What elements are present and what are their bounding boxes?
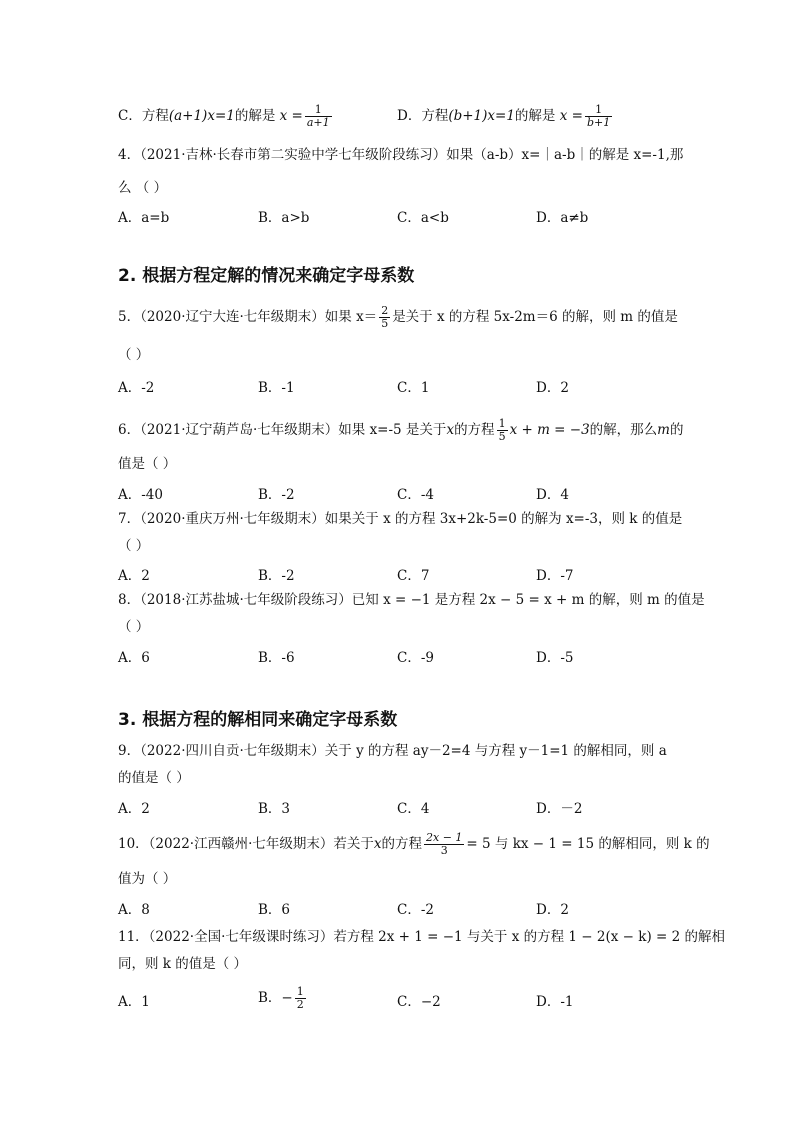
q10-option-c[interactable]: C．-2 (397, 902, 434, 918)
q11-option-a[interactable]: A．1 (118, 994, 150, 1010)
q11-option-c[interactable]: C．−2 (397, 994, 441, 1010)
q10-fraction (424, 832, 464, 857)
q11-options (118, 986, 678, 1016)
q5-stem (118, 305, 678, 330)
q5-options (118, 376, 678, 396)
q6-var-m: m (657, 422, 670, 438)
q7-option-a[interactable]: A．2 (118, 568, 150, 584)
q11-option-b-prefix: B．− (258, 990, 293, 1006)
q5-stem-cont: （ ） (118, 347, 150, 363)
q7-options (118, 564, 678, 584)
q9-option-c[interactable]: C．4 (397, 801, 430, 817)
q9-option-d[interactable]: D．－2 (536, 801, 583, 817)
q3-d-num: 1 (585, 104, 612, 117)
q6-text-before: 6．（2021·辽宁葫芦岛·七年级期末）如果 x=-5 是关于 (118, 422, 447, 438)
q5-option-d[interactable]: D．2 (536, 380, 569, 396)
q8-option-b[interactable]: B．-6 (258, 650, 295, 666)
q10-num: 2x − 1 (426, 831, 463, 844)
q8-stem-cont: （ ） (118, 619, 150, 635)
q4-options (118, 206, 678, 226)
q10-text-after: = 5 与 kx − 1 = 15 的解相同，则 k 的 (466, 836, 710, 852)
q9-stem-cont: 的值是（ ） (118, 770, 190, 786)
q10-stem (118, 832, 710, 857)
q7-option-d[interactable]: D．-7 (536, 568, 574, 584)
q3-d-text: 的解是 (514, 108, 556, 124)
q6-equation-tail: x + m = −3 (509, 422, 590, 438)
q6-text-mid: 的方程 (454, 422, 495, 438)
q5-text-after: 是关于 x 的方程 5x-2m＝6 的解，则 m 的值是 (392, 309, 678, 325)
q3-option-d (397, 104, 614, 129)
q7-stem-cont: （ ） (118, 538, 150, 554)
q5-option-c[interactable]: C．1 (397, 380, 430, 396)
q5-num: 2 (381, 304, 389, 317)
q11-b-num: 1 (296, 985, 304, 998)
q6-stem-cont: 值是（ ） (118, 456, 177, 472)
q3-c-fraction (305, 104, 332, 129)
q3-c-equation: (a+1)x=1 (168, 108, 235, 124)
q6-text-after: 的解，那么 (589, 422, 658, 438)
q6-option-d[interactable]: D．4 (536, 487, 569, 503)
q10-option-b[interactable]: B．6 (258, 902, 291, 918)
q6-option-b[interactable]: B．-2 (258, 487, 295, 503)
q8-stem: 8．（2018·江苏盐城·七年级阶段练习）已知 x = −1 是方程 2x − 5 = x + m 的解，则 m 的值是 (118, 592, 705, 608)
q3-option-c (118, 104, 334, 129)
q6-option-c[interactable]: C．-4 (397, 487, 434, 503)
q4-option-a[interactable]: A．a=b (118, 210, 170, 226)
q10-stem-cont: 值为（ ） (118, 871, 177, 887)
q3-d-den: b+1 (586, 116, 611, 129)
q10-option-a[interactable]: A．8 (118, 902, 150, 918)
q6-text-end: 的 (669, 422, 684, 438)
q11-option-d[interactable]: D．-1 (536, 994, 574, 1010)
q10-options (118, 898, 678, 918)
q10-text-before: 10．（2022·江西赣州·七年级期末）若关于 (118, 836, 374, 852)
q10-option-d[interactable]: D．2 (536, 902, 569, 918)
q4-option-b[interactable]: B．a>b (258, 210, 310, 226)
q9-stem: 9．（2022·四川自贡·七年级期末）关于 y 的方程 ay－2=4 与方程 y－1=1 的解相同，则 a (118, 743, 667, 759)
q8-option-a[interactable]: A．6 (118, 650, 150, 666)
q9-option-b[interactable]: B．3 (258, 801, 291, 817)
q5-option-a[interactable]: A．-2 (118, 380, 155, 396)
q6-var-x: x (446, 422, 455, 438)
q4-option-d[interactable]: D．a≠b (536, 210, 589, 226)
q3-c-den: a+1 (306, 116, 330, 129)
section-3-heading: 3. 根据方程的解相同来确定字母系数 (118, 710, 398, 730)
q11-stem-cont: 同，则 k 的值是（ ） (118, 956, 248, 972)
q6-den: 5 (498, 430, 506, 443)
q8-option-c[interactable]: C．-9 (397, 650, 434, 666)
q10-var-x: x (373, 836, 382, 852)
q3-d-equation: (b+1)x=1 (448, 108, 515, 124)
q11-option-b[interactable] (258, 986, 308, 1011)
q11-option-b-fraction (295, 986, 306, 1011)
q3-c-label: C．方程 (118, 108, 169, 124)
q5-text-before: 5．（2020·辽宁大连·七年级期末）如果 x＝ (118, 309, 378, 325)
q7-stem: 7．（2020·重庆万州·七年级期末）如果关于 x 的方程 3x+2k-5=0 的解为 x=-3，则 k 的值是 (118, 511, 683, 527)
q6-options (118, 483, 678, 503)
q8-options (118, 646, 678, 666)
q4-stem: 4．（2021·吉林·长春市第二实验中学七年级阶段练习）如果（a-b）x=｜a-b｜的解是 x=-1,那 (118, 147, 684, 163)
q6-option-a[interactable]: A．-40 (118, 487, 163, 503)
q3-c-text: 的解是 (234, 108, 276, 124)
q7-option-c[interactable]: C．7 (397, 568, 430, 584)
q11-stem: 11．（2022·全国·七年级课时练习）若方程 2x + 1 = −1 与关于 x 的方程 1 − 2(x − k) = 2 的解相 (118, 929, 725, 945)
q4-option-c[interactable]: C．a<b (397, 210, 449, 226)
section-2-heading: 2. 根据方程定解的情况来确定字母系数 (118, 266, 415, 286)
q3-d-fraction (585, 104, 612, 129)
q8-option-d[interactable]: D．-5 (536, 650, 574, 666)
q4-stem-cont: 么 （ ） (118, 180, 168, 196)
q9-option-a[interactable]: A．2 (118, 801, 150, 817)
q6-fraction (497, 418, 508, 443)
q3-d-label: D．方程 (397, 108, 449, 124)
q10-text-mid: 的方程 (381, 836, 422, 852)
q3-d-x: x = (559, 108, 583, 124)
q11-b-den: 2 (296, 998, 304, 1011)
q9-options (118, 797, 678, 817)
q10-den: 3 (440, 844, 448, 857)
q5-option-b[interactable]: B．-1 (258, 380, 295, 396)
q5-den: 5 (381, 317, 389, 330)
q6-num: 1 (498, 417, 506, 430)
q3-c-x: x = (279, 108, 303, 124)
q5-fraction (379, 305, 390, 330)
q7-option-b[interactable]: B．-2 (258, 568, 295, 584)
q3-c-num: 1 (305, 104, 332, 117)
q6-stem (118, 418, 683, 443)
